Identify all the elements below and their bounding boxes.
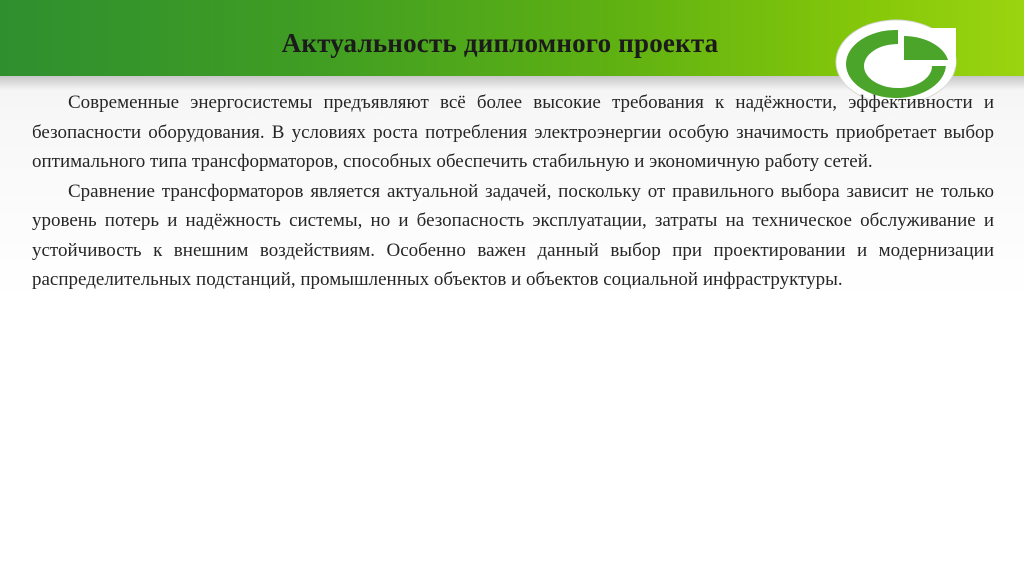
paragraph-2: Сравнение трансформаторов является актуальной задачей, поскольку от правильного выбора зависит не только уровень потерь и надёжность системы, но и безопасность эксплуатации, затраты на техническое обслуживание и устойчивость к внешним воздействиям. Особенно важен данный выбор при проектировании и модернизации распределительных подстанций, промышленных объектов и объектов социальной инфраструктуры. (32, 180, 994, 290)
body-text (32, 88, 994, 295)
slide-title: Актуальность дипломного проекта (281, 28, 719, 58)
paragraph-1: Современные энергосистемы предъявляют всё более высокие требования к надёжности, эффективности и безопасности оборудования. В условиях роста потребления электроэнергии особую значимость приобретает выбор оптимального типа трансформаторов, способных обеспечить стабильную и экономичную работу сетей. (32, 92, 994, 172)
